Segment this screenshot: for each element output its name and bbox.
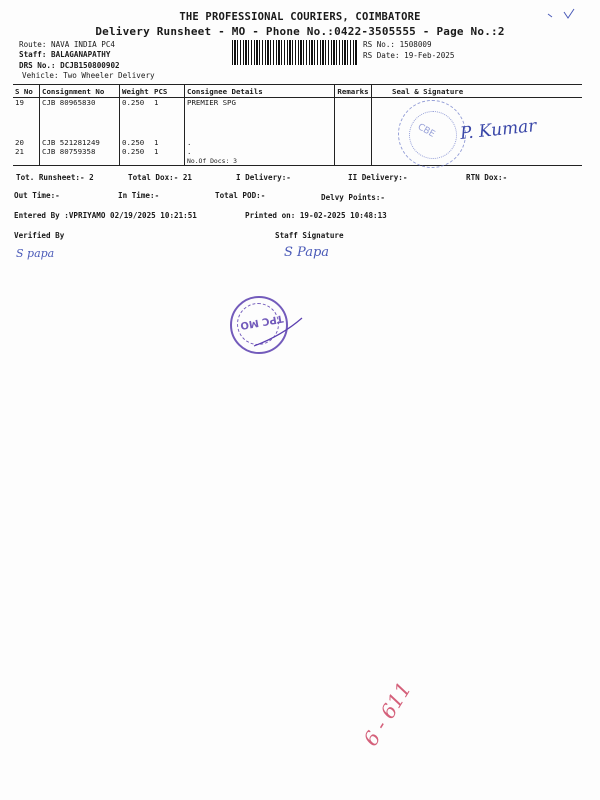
row-weight: 0.250 <box>120 98 153 138</box>
rs-date: RS Date: 19-Feb-2025 <box>363 51 455 60</box>
row-remarks <box>335 98 372 138</box>
tot-runsheet: Tot. Runsheet:- 2 <box>16 173 94 182</box>
vehicle-text: Vehicle: Two Wheeler Delivery <box>22 71 155 80</box>
col-weight: Weight <box>120 85 153 98</box>
rtn-dox: RTN Dox:- <box>466 173 508 182</box>
col-consignee: Consignee Details <box>185 85 335 98</box>
drs-value: DCJB150800902 <box>60 61 120 70</box>
row-remarks <box>335 138 372 147</box>
table-header-row <box>13 85 582 98</box>
col-seal: Seal & Signature <box>372 85 583 98</box>
staff-signature: S Papa <box>284 245 330 260</box>
verified-by-label: Verified By <box>14 231 65 240</box>
col-consignment: Consignment No <box>40 85 120 98</box>
printed-on: Printed on: 19-02-2025 10:48:13 <box>245 211 387 220</box>
barcode <box>232 40 358 65</box>
row-consignment: CJB 80965830 <box>40 98 120 138</box>
no-of-docs: No.Of Docs: 3 <box>185 156 335 166</box>
row-weight: 0.250 <box>120 147 153 156</box>
company-title: THE PROFESSIONAL COURIERS, COIMBATORE <box>179 11 421 23</box>
drs-line <box>19 61 120 70</box>
staff-signature-label: Staff Signature <box>275 231 344 240</box>
row-pcs: 1 <box>154 146 159 156</box>
row-consignment: CJB 521281249 <box>40 138 120 147</box>
row-pcs: 1 <box>154 98 159 107</box>
in-time: In Time:- <box>118 191 160 200</box>
row-sno: 21 <box>15 146 24 156</box>
row-pcs: 1 <box>154 137 159 147</box>
i-delivery: I Delivery:- <box>236 173 291 182</box>
row-consignee: PREMIER SPG <box>185 98 335 138</box>
col-remarks: Remarks <box>335 85 372 98</box>
stamp-signature-stroke <box>250 312 310 352</box>
ii-delivery: II Delivery:- <box>348 173 408 182</box>
runsheet-subtitle: Delivery Runsheet - MO - Phone No.:0422-3505555 - Page No.:2 <box>95 25 505 38</box>
pen-mark-icon <box>546 6 580 22</box>
total-pod: Total POD:- <box>215 191 266 200</box>
verified-signature: S papa <box>16 247 55 260</box>
row-remarks <box>335 147 372 156</box>
table-bottom-rule <box>13 165 582 166</box>
row-sno: 19 <box>15 98 24 107</box>
row-weight: 0.250 <box>120 138 153 147</box>
col-pcs: PCS <box>152 85 185 98</box>
docs-row <box>13 156 582 166</box>
delvy-points: Delvy Points:- <box>321 193 386 202</box>
staff-label: Staff: <box>19 50 47 59</box>
row-sno: 20 <box>15 137 24 147</box>
out-time: Out Time:- <box>14 191 60 200</box>
bottom-handwritten-note: 6 - 611 <box>358 677 417 751</box>
drs-label: DRS No.: <box>19 61 56 70</box>
row-consignee: . <box>185 147 335 156</box>
staff-value: BALAGANAPATHY <box>51 50 111 59</box>
total-dox: Total Dox:- 21 <box>128 173 193 182</box>
seal-text: CBE <box>415 122 437 140</box>
seal-stamp <box>398 100 466 168</box>
seal-signature: P. Kumar <box>459 116 538 144</box>
col-sno: S No <box>13 85 40 98</box>
row-consignment: CJB 80759358 <box>40 147 120 156</box>
entered-by: Entered By :VPRIYAMO 02/19/2025 10:21:51 <box>14 211 197 220</box>
office-stamp-text: TPC MO <box>239 312 285 331</box>
rs-no: RS No.: 1508009 <box>363 40 432 49</box>
route-text: Route: NAVA INDIA PC4 <box>19 40 116 49</box>
row-consignee: . <box>185 138 335 147</box>
staff-line <box>19 50 110 59</box>
